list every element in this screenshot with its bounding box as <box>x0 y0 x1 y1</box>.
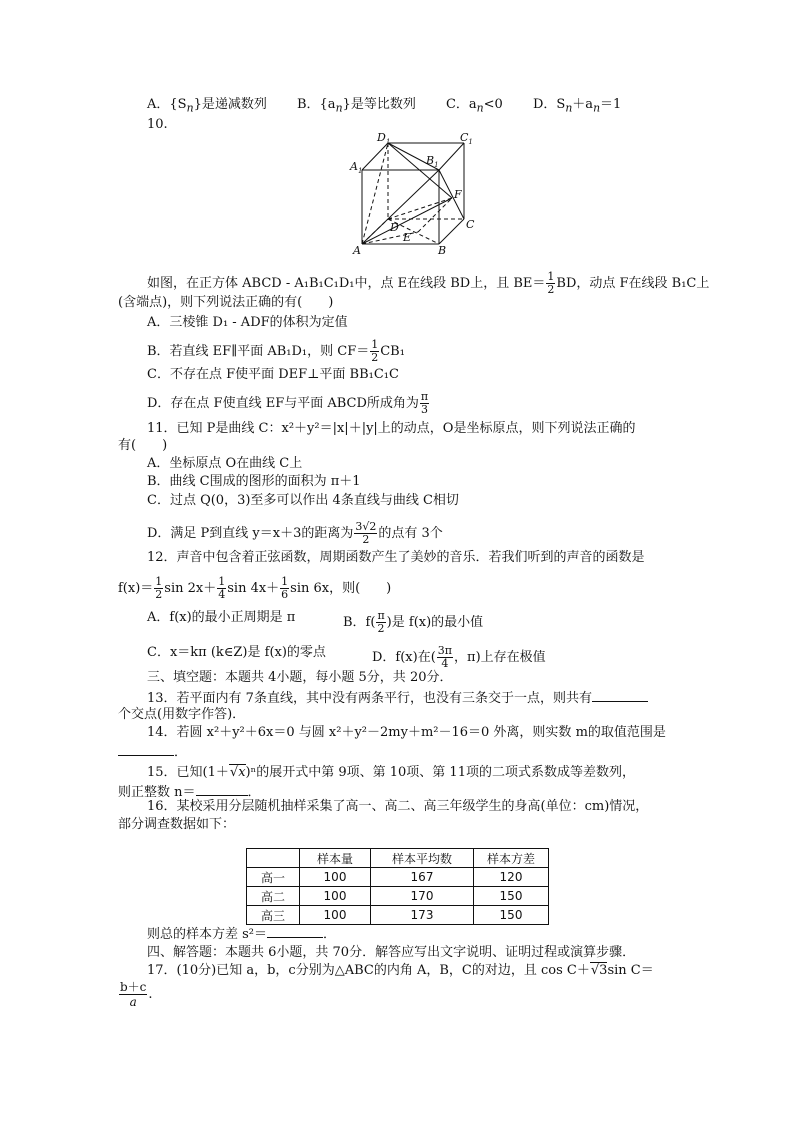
q11-option-d: D．满足 P到直线 y＝x＋3的距离为 $\frac{3√2}{2}$ 的点有 3个 <box>147 520 443 546</box>
table-cell: 120 <box>474 868 549 887</box>
q15-line1: 15．已知(1＋√x)ⁿ的展开式中第 9项、第 10项、第 11项的二项式系数成等差数列， <box>147 765 635 780</box>
q14-answer-blank[interactable] <box>118 743 174 756</box>
q10-option-c: C．不存在点 F使平面 DEF⊥平面 BB₁C₁C <box>147 367 399 382</box>
table-header: 样本平均数 <box>371 849 474 868</box>
q15-line2: 则正整数 n＝ ． <box>118 785 261 800</box>
q9-options <box>147 97 621 117</box>
label-b: B <box>438 244 447 257</box>
q10-option-a: A．三棱锥 D₁ - ADF的体积为定值 <box>147 315 348 330</box>
table-cell: 167 <box>371 868 474 887</box>
label-b1: $B_1$ <box>426 154 439 169</box>
table-cell: 150 <box>474 906 549 925</box>
label-c: C <box>466 218 475 231</box>
table-cell: 100 <box>300 887 371 906</box>
height-data-table <box>246 848 549 925</box>
label-a1: $A_1$ <box>350 160 363 175</box>
q14-line2: ． <box>118 743 187 761</box>
q14-line1: 14．若圆 x²＋y²＋6x＝0 与圆 x²＋y²－2my＋m²－16＝0 外离，则实数 m的取值范围是 <box>147 725 666 740</box>
table-cell: 150 <box>474 887 549 906</box>
q12-option-b: B．f( $\frac{\pi}{2}$ )是 f(x)的最小值 <box>343 609 484 635</box>
q17-fraction: $\frac{b+c}{a}$ . <box>120 980 153 1009</box>
label-d: D <box>390 221 399 234</box>
section-3-heading: 三、填空题：本题共 4小题，每小题 5分，共 20分． <box>147 670 453 685</box>
q13-line2: 个交点(用数字作答)． <box>118 707 246 722</box>
q11-option-b: B．曲线 C围成的图形的面积为 π＋1 <box>147 474 361 489</box>
label-c1: $C_1$ <box>460 131 473 146</box>
table-cell: 高一 <box>247 868 300 887</box>
label-d1: $D_1$ <box>377 131 391 146</box>
q9-option-c: C．$a_n<0$ <box>445 97 503 115</box>
label-f: F <box>454 188 462 201</box>
q15-answer-blank[interactable] <box>196 783 248 796</box>
q11-stem-line2: 有( ) <box>118 438 168 453</box>
q11-option-c: C．过点 Q(0，3)至多可以作出 4条直线与曲线 C相切 <box>147 493 459 508</box>
q17-line1: 17．(10分)已知 a，b，c分别为△ABC的内角 A，B，C的对边，且 cos C＋√3sin C＝ <box>147 963 654 978</box>
q16-line1: 16．某校采用分层随机抽样采集了高一、高二、高三年级学生的身高(单位：cm)情况， <box>147 799 649 814</box>
q9-option-b: B．$\{a_n\}$是等比数列 <box>296 97 416 115</box>
table-header-row <box>247 849 549 868</box>
label-e: E <box>403 231 412 244</box>
table-cell: 170 <box>371 887 474 906</box>
q13-line1: 13．若平面内有 7条直线，其中没有两条平行，也没有三条交于一点，则共有 <box>147 689 648 707</box>
table-header <box>247 849 300 868</box>
table-row <box>247 868 549 887</box>
q10-stem-line2: (含端点)，则下列说法正确的有( ) <box>118 295 334 310</box>
q9-option-d: D．$S_n+a_n=1$ <box>532 97 622 115</box>
q12-function: f(x)＝ $\frac{1}{2}$ sin 2x＋ $\frac{1}{4}$ sin 4x＋ $\frac{1}{6}$ sin 6x，则( ) <box>118 575 392 601</box>
cube-figure <box>340 130 490 258</box>
q11-option-a: A．坐标原点 O在曲线 C上 <box>147 456 303 471</box>
q10-option-b: B．若直线 EF∥平面 AB₁D₁，则 CF＝ $\frac{1}{2}$ CB₁ <box>147 338 405 364</box>
q12-option-a: A．f(x)的最小正周期是 π <box>147 610 296 625</box>
q10-option-d: D．存在点 F使直线 EF与平面 ABCD所成角为 $\frac{\pi}{3}$ <box>147 390 429 416</box>
q11-stem-line1: 11．已知 P是曲线 C：x²＋y²＝|x|＋|y|上的动点，O是坐标原点，则下列说法正确的 <box>147 421 636 436</box>
q16-line2: 部分调查数据如下： <box>118 817 236 832</box>
table-cell: 100 <box>300 906 371 925</box>
table-header: 样本量 <box>300 849 371 868</box>
q12-option-d: D．f(x)在( $\frac{3\pi}{4}$ ，π)上存在极值 <box>372 644 546 670</box>
label-a: A <box>353 244 361 257</box>
table-cell: 100 <box>300 868 371 887</box>
table-cell: 173 <box>371 906 474 925</box>
table-header: 样本方差 <box>474 849 549 868</box>
q10-stem-line1: 如图，在正方体 ABCD - A₁B₁C₁D₁中，点 E在线段 BD上，且 BE＝ $\frac{1}{2}$ BD，动点 F在线段 B₁C上 <box>147 270 710 296</box>
table-row <box>247 906 549 925</box>
q12-option-c: C．x＝kπ (k∈Z)是 f(x)的零点 <box>147 645 326 660</box>
q9-option-a: A．$\{S_n\}$是递减数列 <box>147 97 267 115</box>
q12-stem-line1: 12．声音中包含着正弦函数，周期函数产生了美妙的音乐．若我们听到的声音的函数是 <box>147 550 645 565</box>
q16-line3: 则总的样本方差 s²＝ ． <box>147 927 337 942</box>
q13-answer-blank[interactable] <box>592 689 648 702</box>
q10-number: 10. <box>147 117 168 132</box>
section-4-heading: 四、解答题：本题共 6小题，共 70分．解答应写出文字说明、证明过程或演算步骤． <box>147 945 636 960</box>
table-cell: 高二 <box>247 887 300 906</box>
q16-answer-blank[interactable] <box>267 925 323 938</box>
table-cell: 高三 <box>247 906 300 925</box>
table-row <box>247 887 549 906</box>
